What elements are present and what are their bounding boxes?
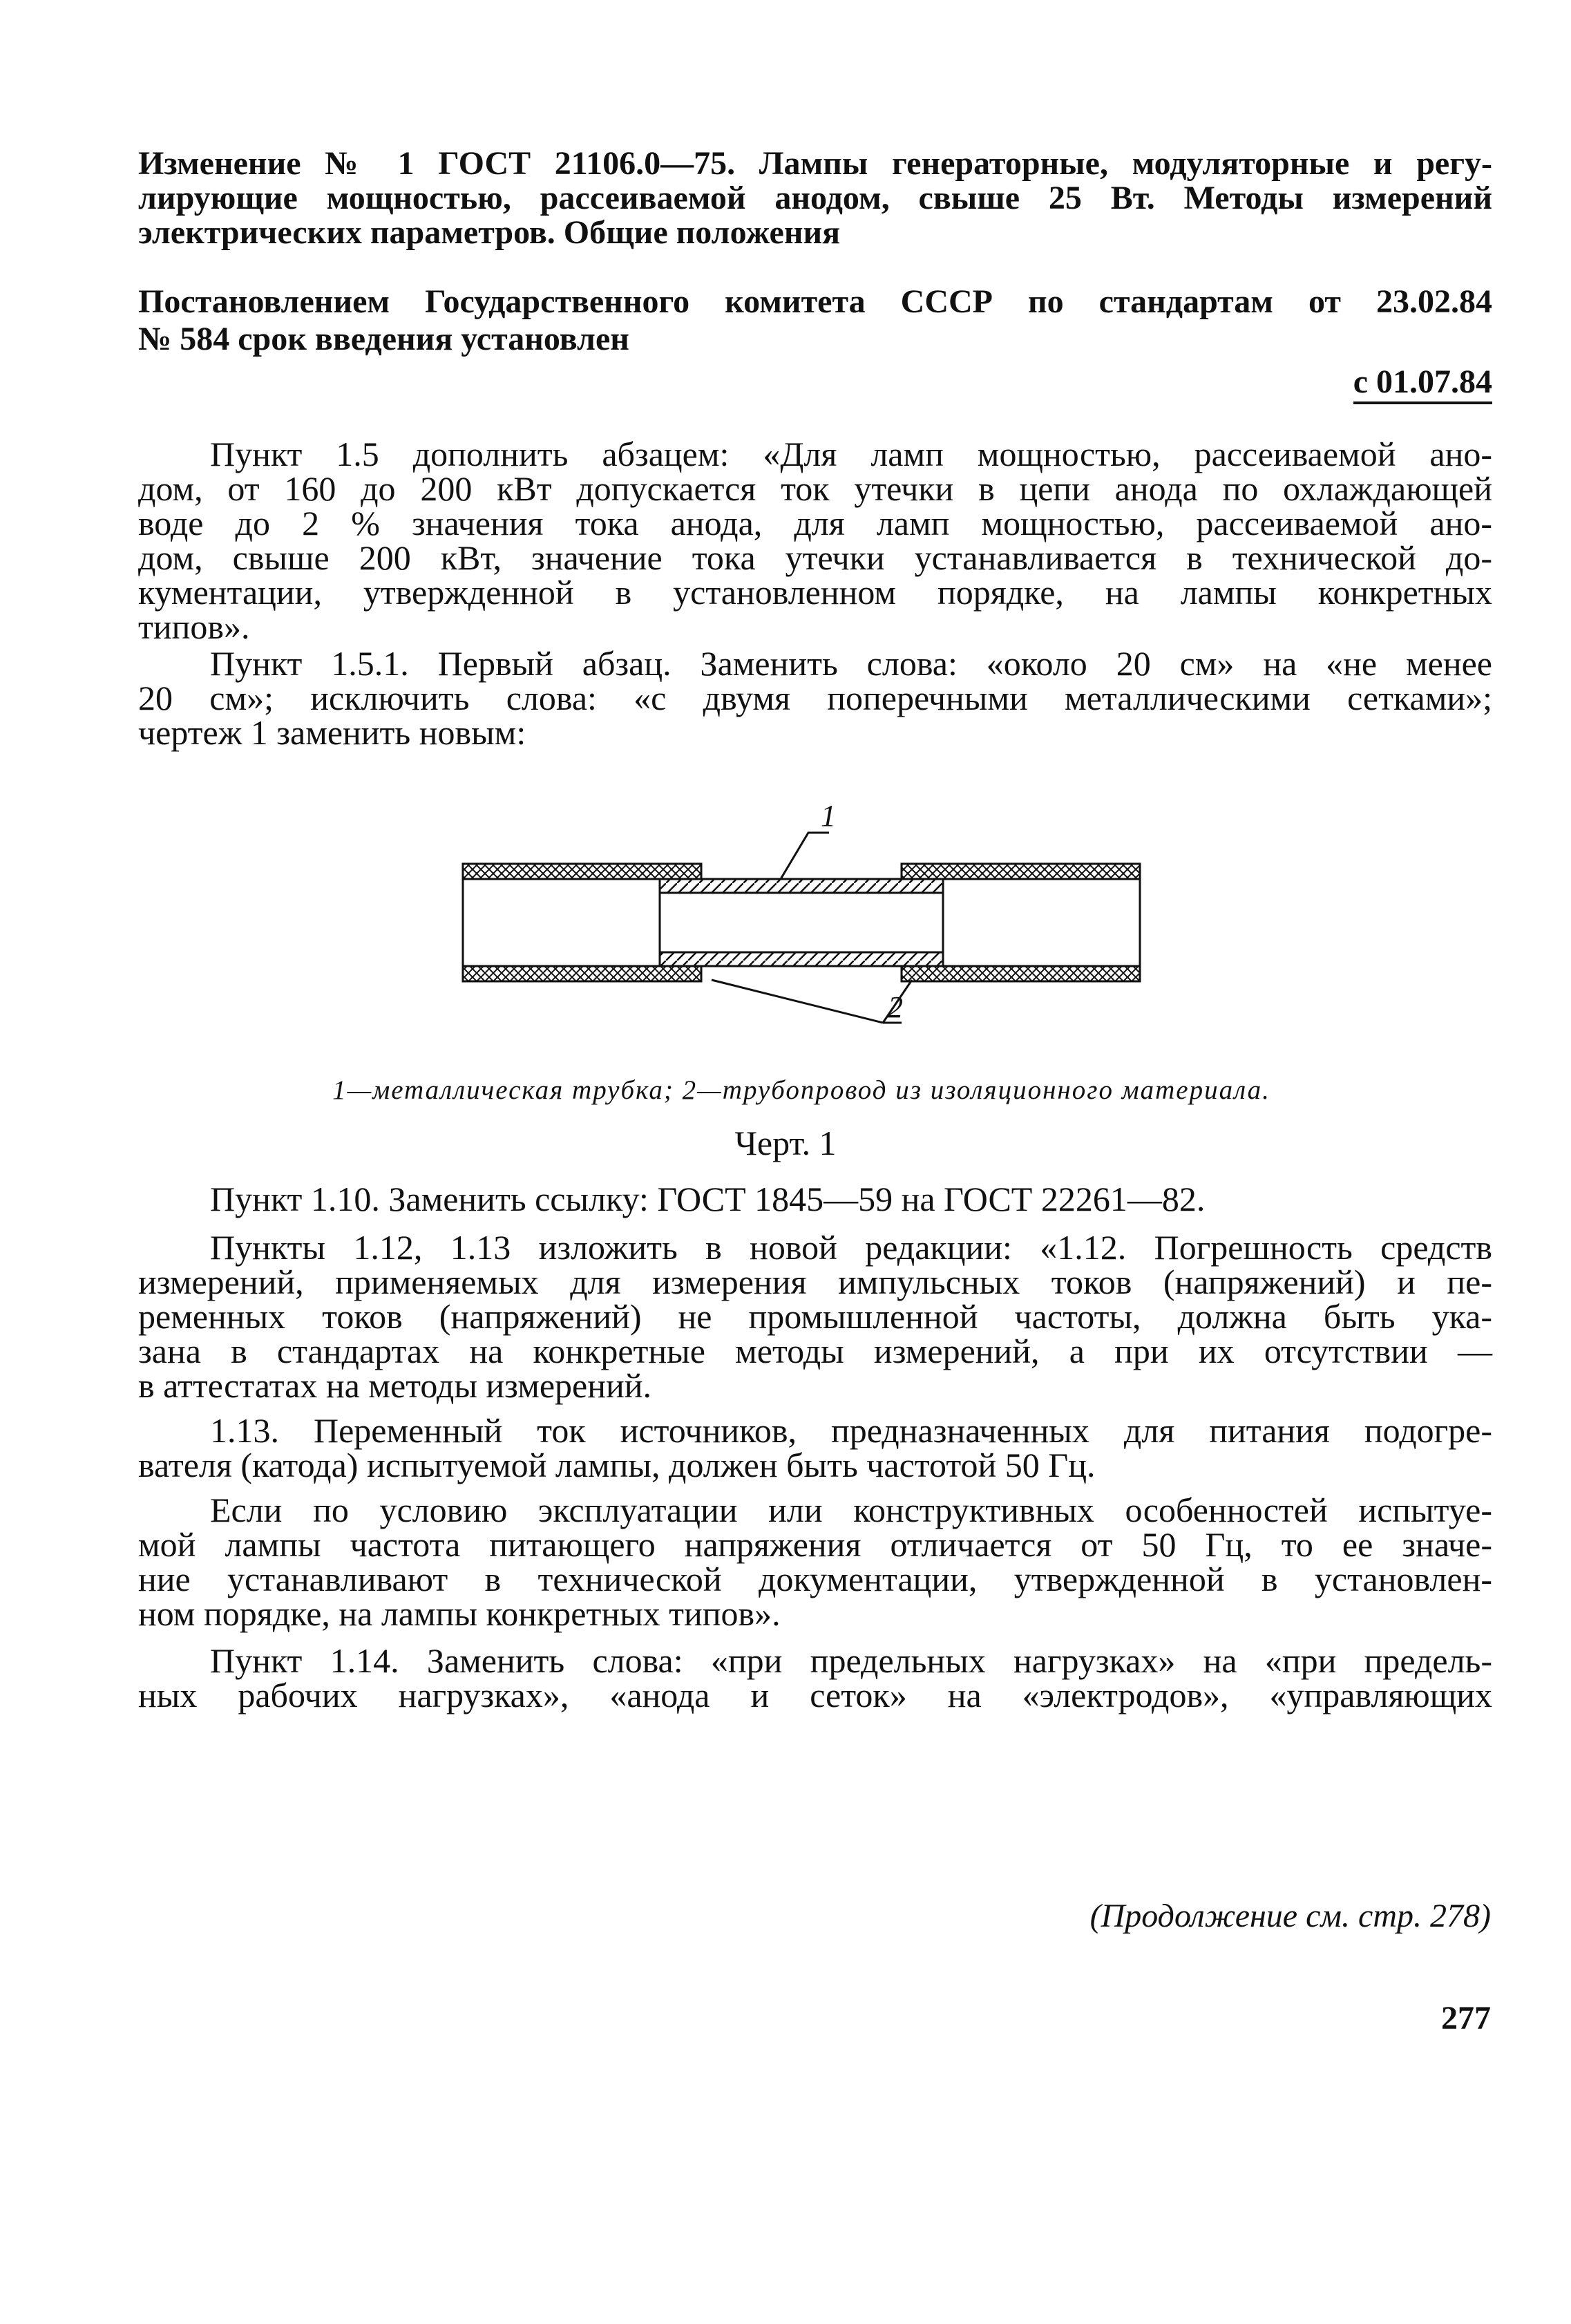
p1-12-line: измерений, применяемых для измерения импульсных токов (напряжений) и пе- xyxy=(138,1263,1492,1301)
paragraph-1-13 xyxy=(138,1413,1492,1482)
p-if-line: ние устанавливают в технической документации, утвержденной в установлен- xyxy=(138,1560,1492,1598)
title-line-1: Изменение № 1 ГОСТ 21106.0—75. Лампы генераторные, модуляторные и регу- xyxy=(138,145,1492,182)
paragraph-1-12 xyxy=(138,1230,1492,1403)
figure-label-1: 1 xyxy=(821,799,836,833)
resolution-line-1: Постановлением Государственного комитета СССР по стандартам от 23.02.84 xyxy=(138,283,1492,320)
p1-5-1-line: чертеж 1 заменить новым: xyxy=(138,713,526,752)
leader-line-2a xyxy=(712,980,883,1023)
p1-12-line: ременных токов (напряжений) не промышленной частоты, должна быть ука- xyxy=(138,1297,1492,1336)
p-if-line: ном порядке, на лампы конкретных типов». xyxy=(138,1594,781,1633)
title-line-2: лирующие мощностью, рассеиваемой анодом, свыше 25 Вт. Методы измерений xyxy=(138,180,1492,216)
page-number: 277 xyxy=(1441,2000,1491,2037)
figure-name: Черт. 1 xyxy=(734,1124,837,1162)
p1-13-line: 1.13. Переменный ток источников, предназначенных для питания подогре- xyxy=(210,1411,1492,1450)
metal-tube-bottom-wall xyxy=(660,952,943,966)
p1-12-line: в аттестатах на методы измерений. xyxy=(138,1366,652,1405)
p1-5-line: типов». xyxy=(138,607,250,646)
paragraph-1-10 xyxy=(138,1182,1492,1216)
figure-caption: 1—металлическая трубка; 2—трубопровод из изоляционного материала. xyxy=(332,1075,1270,1105)
p1-5-line: кументации, утвержденной в установленном порядке, на лампы конкретных xyxy=(138,573,1492,612)
left-hose-top-wall xyxy=(463,864,701,879)
right-hose-top-wall xyxy=(902,864,1140,879)
document-title xyxy=(138,147,1492,250)
leader-line-1 xyxy=(781,833,829,879)
p1-5-line: дом, от 160 до 200 кВт допускается ток утечки в цепи анода по охлаждающей xyxy=(138,469,1492,508)
paragraph-1-5 xyxy=(138,437,1492,644)
p1-14-line: Пункт 1.14. Заменить слова: «при предельных нагрузках» на «при предель- xyxy=(210,1641,1492,1680)
p1-5-line: воде до 2 % значения тока анода, для ламп мощностью, рассеиваемой ано- xyxy=(138,504,1492,542)
p1-5-line: Пункт 1.5 дополнить абзацем: «Для ламп мощностью, рассеиваемой ано- xyxy=(210,435,1492,473)
p1-13-line: вателя (катода) испытуемой лампы, должен быть частотой 50 Гц. xyxy=(138,1446,1096,1484)
p1-5-1-line: Пункт 1.5.1. Первый абзац. Заменить слова: «около 20 см» на «не менее xyxy=(210,644,1492,683)
paragraph-if-condition xyxy=(138,1493,1492,1631)
p-if-line: мой лампы частота питающего напряжения отличается от 50 Гц, то ее значе- xyxy=(138,1525,1492,1564)
p1-5-line: дом, свыше 200 кВт, значение тока утечки устанавливается в технической до- xyxy=(138,538,1492,577)
continuation-note: (Продолжение см. стр. 278) xyxy=(1089,1898,1491,1934)
p1-12-line: зана в стандартах на конкретные методы измерений, а при их отсутствии — xyxy=(138,1332,1492,1370)
paragraph-1-5-1 xyxy=(138,646,1492,750)
p1-5-1-line: 20 см»; исключить слова: «с двумя поперечными металлическими сетками»; xyxy=(138,679,1492,717)
resolution-line-2: № 584 срок введения установлен xyxy=(138,321,629,357)
paragraph-1-14 xyxy=(138,1643,1492,1712)
effective-date xyxy=(138,363,1492,401)
effective-date-text: с 01.07.84 xyxy=(1353,363,1492,404)
right-hose-bottom-wall xyxy=(902,966,1140,981)
p1-14-line: ных рабочих нагрузках», «анода и сеток» на «электродов», «управляющих xyxy=(138,1676,1492,1714)
resolution-block xyxy=(138,283,1492,358)
p1-12-line: Пункты 1.12, 1.13 изложить в новой редакции: «1.12. Погрешность средств xyxy=(210,1228,1492,1267)
metal-tube-top-wall xyxy=(660,879,943,893)
title-line-3: электрических параметров. Общие положения xyxy=(138,214,841,251)
p-if-line: Если по условию эксплуатации или конструктивных особенностей испытуе- xyxy=(210,1491,1492,1529)
figure-label-2: 2 xyxy=(888,990,903,1024)
left-hose-bottom-wall xyxy=(463,966,701,981)
p1-10-line: Пункт 1.10. Заменить ссылку: ГОСТ 1845—59 на ГОСТ 22261—82. xyxy=(210,1180,1206,1218)
pipe-drawing xyxy=(456,795,1147,1043)
